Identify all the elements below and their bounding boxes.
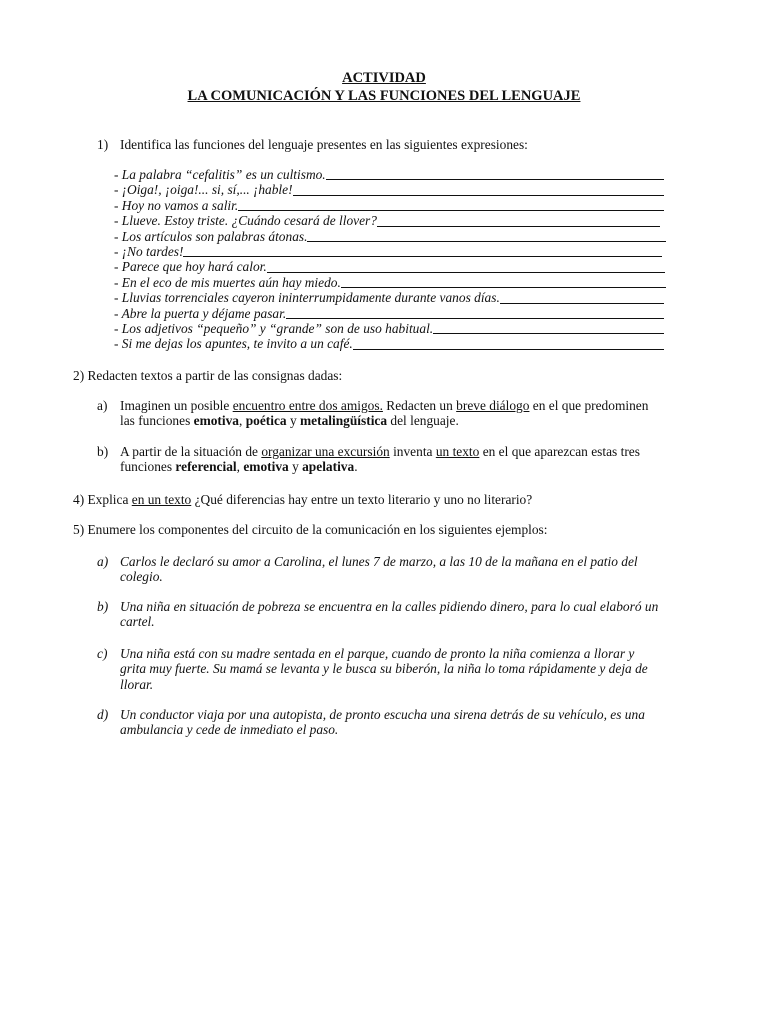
answer-blank [286, 318, 664, 319]
expression-line: - Si me dejas los apuntes, te invito a un café. [114, 336, 666, 351]
answer-blank [377, 226, 660, 227]
q5-c-label: c) [97, 646, 108, 661]
q1-prompt: Identifica las funciones del lenguaje presentes en las siguientes expresiones: [120, 137, 528, 152]
q4-text: 4) Explica en un texto ¿Qué diferencias hay entre un texto literario y uno no literario? [73, 492, 533, 507]
expression-line: - Los artículos son palabras átonas. [114, 229, 666, 244]
answer-blank [307, 241, 666, 242]
answer-blank [267, 272, 665, 273]
expression-line: - En el eco de mis muertes aún hay miedo. [114, 275, 666, 290]
q5-a-text: Carlos le declaró su amor a Carolina, el lunes 7 de marzo, a las 10 de la mañana en el patio del colegio. [120, 554, 638, 585]
expression-line: - Abre la puerta y déjame pasar. [114, 306, 666, 321]
q2-b-text: A partir de la situación de organizar una excursión inventa un texto en el que aparezcan estas tres funciones referencial, emotiva y apelativa. [120, 444, 640, 475]
q2-a-text: Imaginen un posible encuentro entre dos amigos. Redacten un breve diálogo en el que predominen las funciones emotiva, poética y metalingüística del lenguaje. [120, 398, 649, 429]
expression-line: - Los adjetivos “pequeño” y “grande” son de uso habitual. [114, 321, 666, 336]
q2-b-label: b) [97, 444, 109, 459]
q5-a-label: a) [97, 554, 109, 569]
q1-number: 1) [97, 137, 109, 152]
answer-blank [341, 287, 666, 288]
document-title: ACTIVIDAD [342, 70, 426, 86]
expression-line: - ¡No tardes! [114, 244, 666, 259]
answer-blank [183, 256, 662, 257]
expression-line: - Lluvias torrenciales cayeron ininterrumpidamente durante vanos días. [114, 290, 666, 305]
q5-d-text: Un conductor viaja por una autopista, de pronto escucha una sirena detrás de su vehículo, es una ambulancia y cede de inmediato el paso. [120, 707, 645, 738]
answer-blank [500, 303, 664, 304]
expression-line: - Parece que hoy hará calor. [114, 259, 666, 274]
answer-blank [238, 210, 664, 211]
answer-blank [326, 179, 664, 180]
q2-heading: 2) Redacten textos a partir de las consignas dadas: [73, 368, 343, 383]
q1-expression-list [114, 167, 666, 352]
expression-line: - Hoy no vamos a salir. [114, 198, 666, 213]
document-subtitle: LA COMUNICACIÓN Y LAS FUNCIONES DEL LENGUAJE [187, 88, 581, 104]
answer-blank [293, 195, 664, 196]
q5-heading: 5) Enumere los componentes del circuito de la comunicación en los siguientes ejemplos: [73, 522, 548, 537]
answer-blank [433, 333, 664, 334]
answer-blank [353, 349, 664, 350]
q5-b-label: b) [97, 599, 109, 614]
expression-line: - Llueve. Estoy triste. ¿Cuándo cesará de llover? [114, 213, 666, 228]
expression-line: - ¡Oiga!, ¡oiga!... si, sí,... ¡hable! [114, 182, 666, 197]
q5-c-text: Una niña está con su madre sentada en el parque, cuando de pronto la niña comienza a llorar y grita muy fuerte. Su mamá se levanta y le busca su biberón, la niña lo toma rápidamente y deja de llorar. [120, 646, 648, 692]
q5-b-text: Una niña en situación de pobreza se encuentra en la calles pidiendo dinero, para lo cual elaboró un cartel. [120, 599, 659, 630]
q5-d-label: d) [97, 707, 109, 722]
expression-line: - La palabra “cefalitis” es un cultismo. [114, 167, 666, 182]
q2-a-label: a) [97, 398, 108, 413]
